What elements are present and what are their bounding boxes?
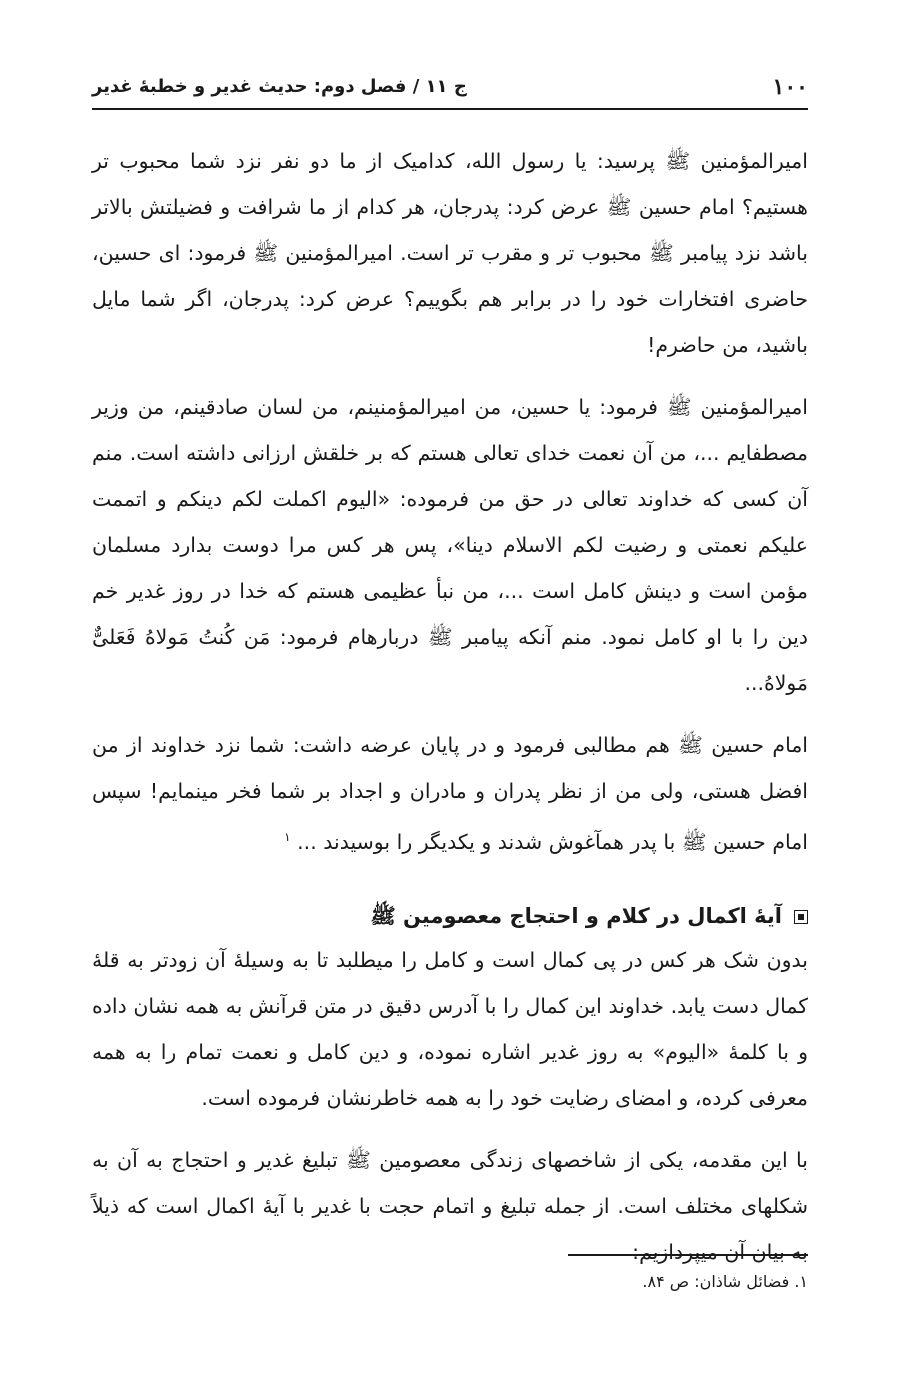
paragraph [92, 722, 808, 865]
page-header [92, 70, 808, 110]
section-heading [92, 895, 808, 937]
footnote-marker: ۱ [284, 830, 291, 844]
section-heading-text: آیهٔ اکمال در کلام و احتجاج معصومین ﷺ [370, 903, 782, 928]
square-bullet-icon [794, 910, 808, 924]
page-body [92, 138, 808, 1291]
page-number: ۱۰۰ [772, 74, 808, 100]
paragraph: امیرالمؤمنین ﷺ پرسید: یا رسول الله، کدامیک از ما دو نفر نزد شما محبوب تر هستیم؟ امام حسین ﷺ عرض کرد: پدرجان، هر کدام از ما شرافت و فضیلتش بالاتر باشد نزد پیامبر ﷺ محبوب تر و مقرب تر است. امیرالمؤمنین ﷺ فرمود: ای حسین، حاضری افتخارات خود را در برابر هم بگوییم؟ عرض کرد: پدرجان، اگر شما مایل باشید، من حاضرم! [92, 149, 808, 357]
running-title: ج ۱۱ / فصل دوم: حدیث غدیر و خطبهٔ غدیر [92, 76, 467, 97]
paragraph: بدون شک هر کس در پی کمال است و کامل را میطلبد تا به وسیلهٔ آن زودتر به قلهٔ کمال دست یابد. خداوند این کمال را با آدرس دقیق در متن قرآنش به همه نشان داده و با کلمهٔ «الیوم» به روز غدیر اشاره نموده، و دین کامل و نعمت تمام را به همه معرفی کرده، و امضای رضایت خود را به همه خاطرنشان فرموده است. [92, 947, 808, 1110]
paragraph: امیرالمؤمنین ﷺ فرمود: یا حسین، من امیرالمؤمنینم، من لسان صادقینم، من وزیر مصطفایم ...، من آن نعمت خدای تعالی هستم که بر خلقش ارزانی داشته است. منم آن کسی که خداوند تعالی در حق من فرموده: «الیوم اکملت لکم دینکم و اتممت علیکم نعمتی و رضیت لکم الاسلام دینا»، پس هر کس مرا دوست بدارد مسلمان مؤمن است و دینش کامل است ...، من نبأ عظیمی هستم که خدا در روز غدیر خم دین را با او کامل نمود. منم آنکه پیامبر ﷺ دربارهام فرمود: مَن کُنتُ مَولاهُ فَعَلیٌّ مَولاهُ... [92, 395, 808, 695]
paragraph: با این مقدمه، یکی از شاخصهای زندگی معصومین ﷺ تبلیغ غدیر و احتجاج به آن به شکلهای مختلف است. از جمله تبلیغ و اتمام حجت با غدیر با آیهٔ اکمال است که ذیلاً به بیان آن میپردازیم: [92, 1147, 808, 1264]
footnote-divider [568, 1254, 808, 1256]
footnote: ۱. فضائل شاذان: ص ۸۴. [642, 1272, 808, 1291]
paragraph-text: امام حسین ﷺ هم مطالبی فرمود و در پایان عرضه داشت: شما نزد خداوند از من افضل هستی، ولی من از نظر پدران و مادران و اجداد بر شما فخر مینمایم! سپس امام حسین ﷺ با پدر همآغوش شدند و یکدیگر را بوسیدند ... [92, 733, 808, 854]
